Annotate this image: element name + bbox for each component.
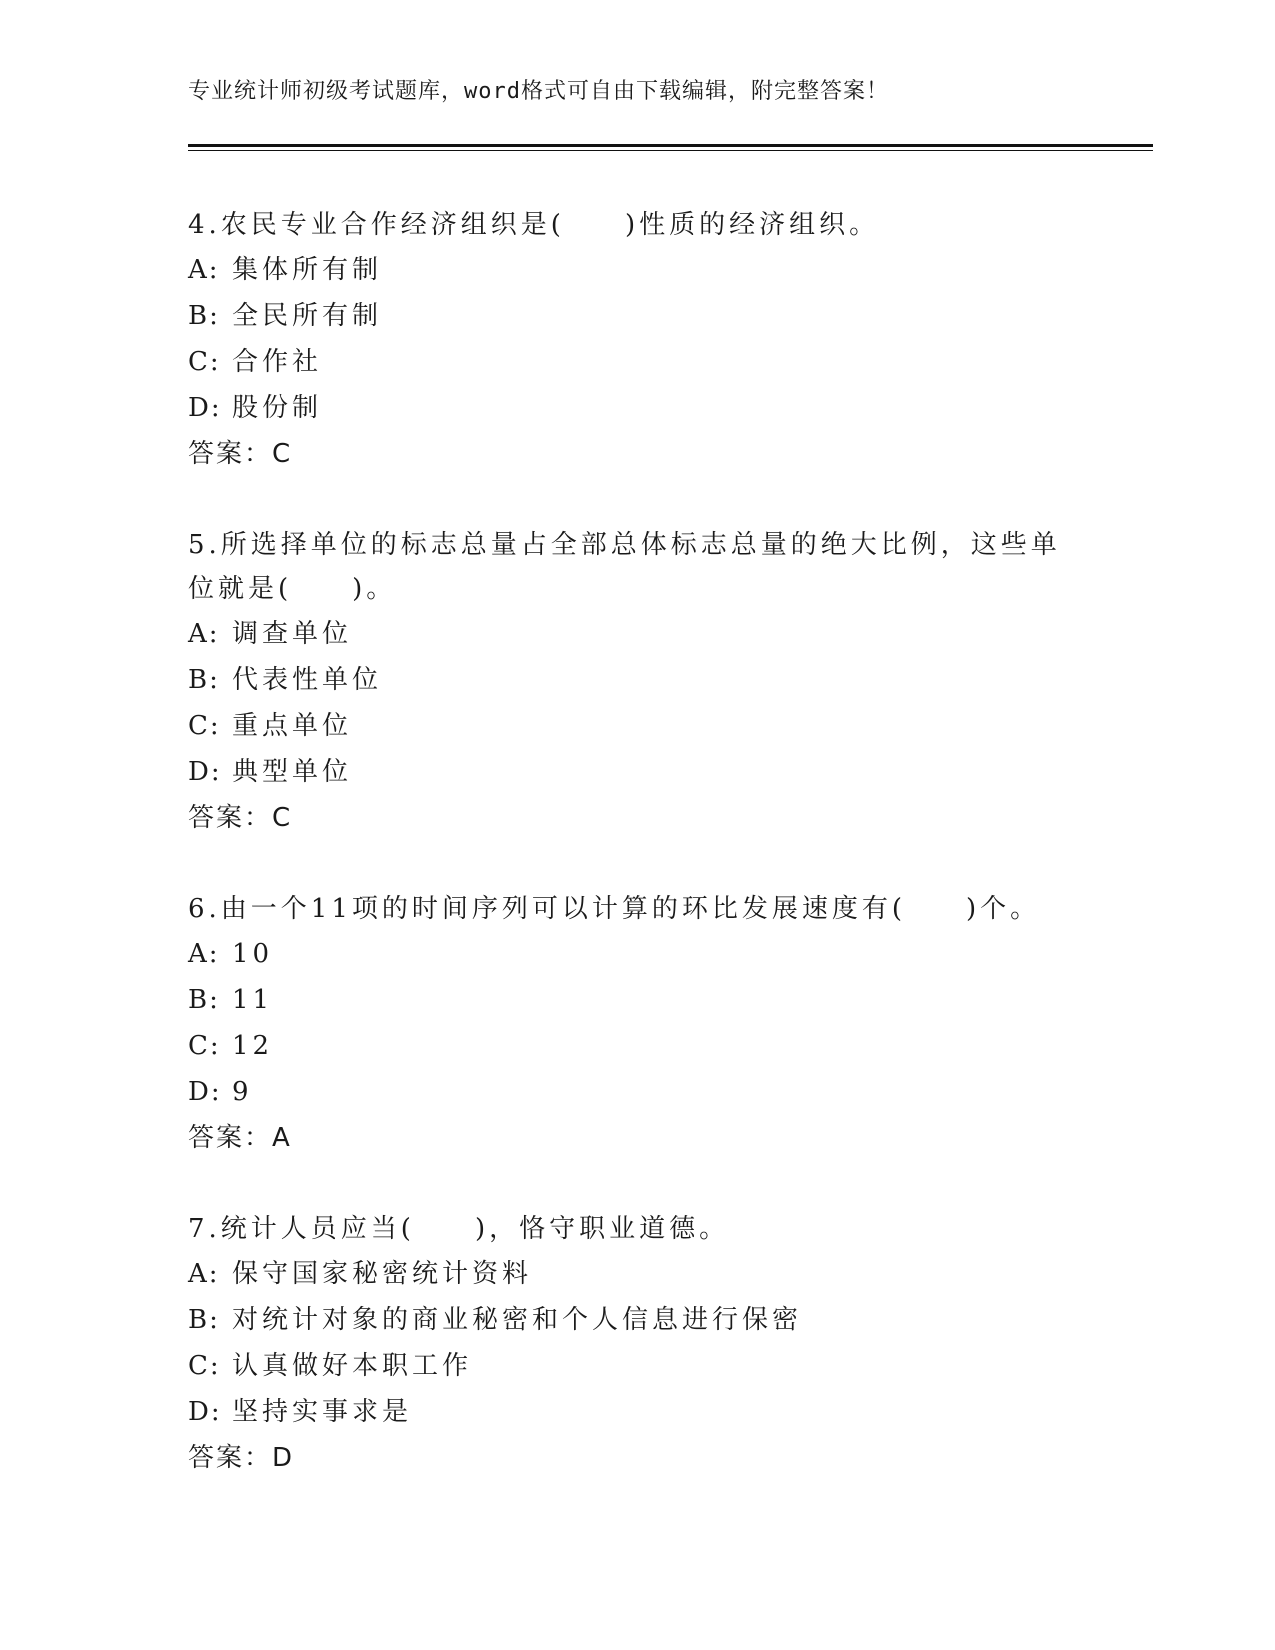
option-a xyxy=(188,611,1068,657)
question-list xyxy=(188,203,1068,1527)
question-text: 4.农民专业合作经济组织是( )性质的经济组织。 xyxy=(188,210,880,240)
option-key: B: xyxy=(188,301,220,331)
option-key: A: xyxy=(188,255,220,285)
question-6 xyxy=(188,887,1068,1161)
option-text: 代表性单位 xyxy=(232,665,383,695)
question-7 xyxy=(188,1207,1068,1481)
option-key: C: xyxy=(188,1351,221,1381)
question-text: 5.所选择单位的标志总量占全部总体标志总量的绝大比例，这些单位就是( )。 xyxy=(188,530,1061,604)
option-text: 12 xyxy=(232,1031,274,1061)
option-b xyxy=(188,657,1068,703)
option-text: 11 xyxy=(232,985,274,1015)
option-d xyxy=(188,749,1068,795)
page-header: 专业统计师初级考试题库，word格式可自由下载编辑，附完整答案！ xyxy=(188,79,889,104)
option-b xyxy=(188,977,1068,1023)
option-text: 9 xyxy=(232,1077,253,1107)
option-c xyxy=(188,339,1068,385)
option-key: B: xyxy=(188,665,220,695)
header-rule-thick xyxy=(188,144,1153,147)
option-text: 股份制 xyxy=(232,393,323,423)
option-text: 保守国家秘密统计资料 xyxy=(232,1259,533,1289)
option-text: 全民所有制 xyxy=(232,301,383,331)
question-text: 7.统计人员应当( )，恪守职业道德。 xyxy=(188,1214,730,1244)
option-key: A: xyxy=(188,619,220,649)
option-text: 坚持实事求是 xyxy=(232,1397,413,1427)
option-key: A: xyxy=(188,1259,220,1289)
option-key: D: xyxy=(188,1077,222,1107)
question-5 xyxy=(188,523,1068,841)
option-key: C: xyxy=(188,347,221,377)
option-b xyxy=(188,1297,1068,1343)
question-text: 6.由一个11项的时间序列可以计算的环比发展速度有( )个。 xyxy=(188,894,1041,924)
header-rule-thin xyxy=(188,150,1153,151)
option-text: 调查单位 xyxy=(232,619,353,649)
option-key: B: xyxy=(188,985,220,1015)
option-key: D: xyxy=(188,1397,222,1427)
option-key: A: xyxy=(188,939,220,969)
option-d xyxy=(188,385,1068,431)
option-b xyxy=(188,293,1068,339)
option-c xyxy=(188,1023,1068,1069)
option-a xyxy=(188,1251,1068,1297)
answer: 答案：A xyxy=(188,1123,292,1153)
option-a xyxy=(188,931,1068,977)
option-text: 对统计对象的商业秘密和个人信息进行保密 xyxy=(232,1305,803,1335)
option-c xyxy=(188,703,1068,749)
option-key: B: xyxy=(188,1305,220,1335)
option-d xyxy=(188,1389,1068,1435)
option-text: 集体所有制 xyxy=(232,255,383,285)
option-text: 合作社 xyxy=(232,347,323,377)
option-c xyxy=(188,1343,1068,1389)
answer: 答案：D xyxy=(188,1443,295,1473)
option-text: 重点单位 xyxy=(232,711,353,741)
option-key: D: xyxy=(188,393,222,423)
option-key: C: xyxy=(188,711,221,741)
option-text: 典型单位 xyxy=(232,757,353,787)
option-text: 10 xyxy=(232,939,274,969)
option-a xyxy=(188,247,1068,293)
option-key: C: xyxy=(188,1031,221,1061)
answer: 答案：C xyxy=(188,439,293,469)
answer: 答案：C xyxy=(188,803,293,833)
option-d xyxy=(188,1069,1068,1115)
option-text: 认真做好本职工作 xyxy=(232,1351,473,1381)
question-4 xyxy=(188,203,1068,477)
option-key: D: xyxy=(188,757,222,787)
